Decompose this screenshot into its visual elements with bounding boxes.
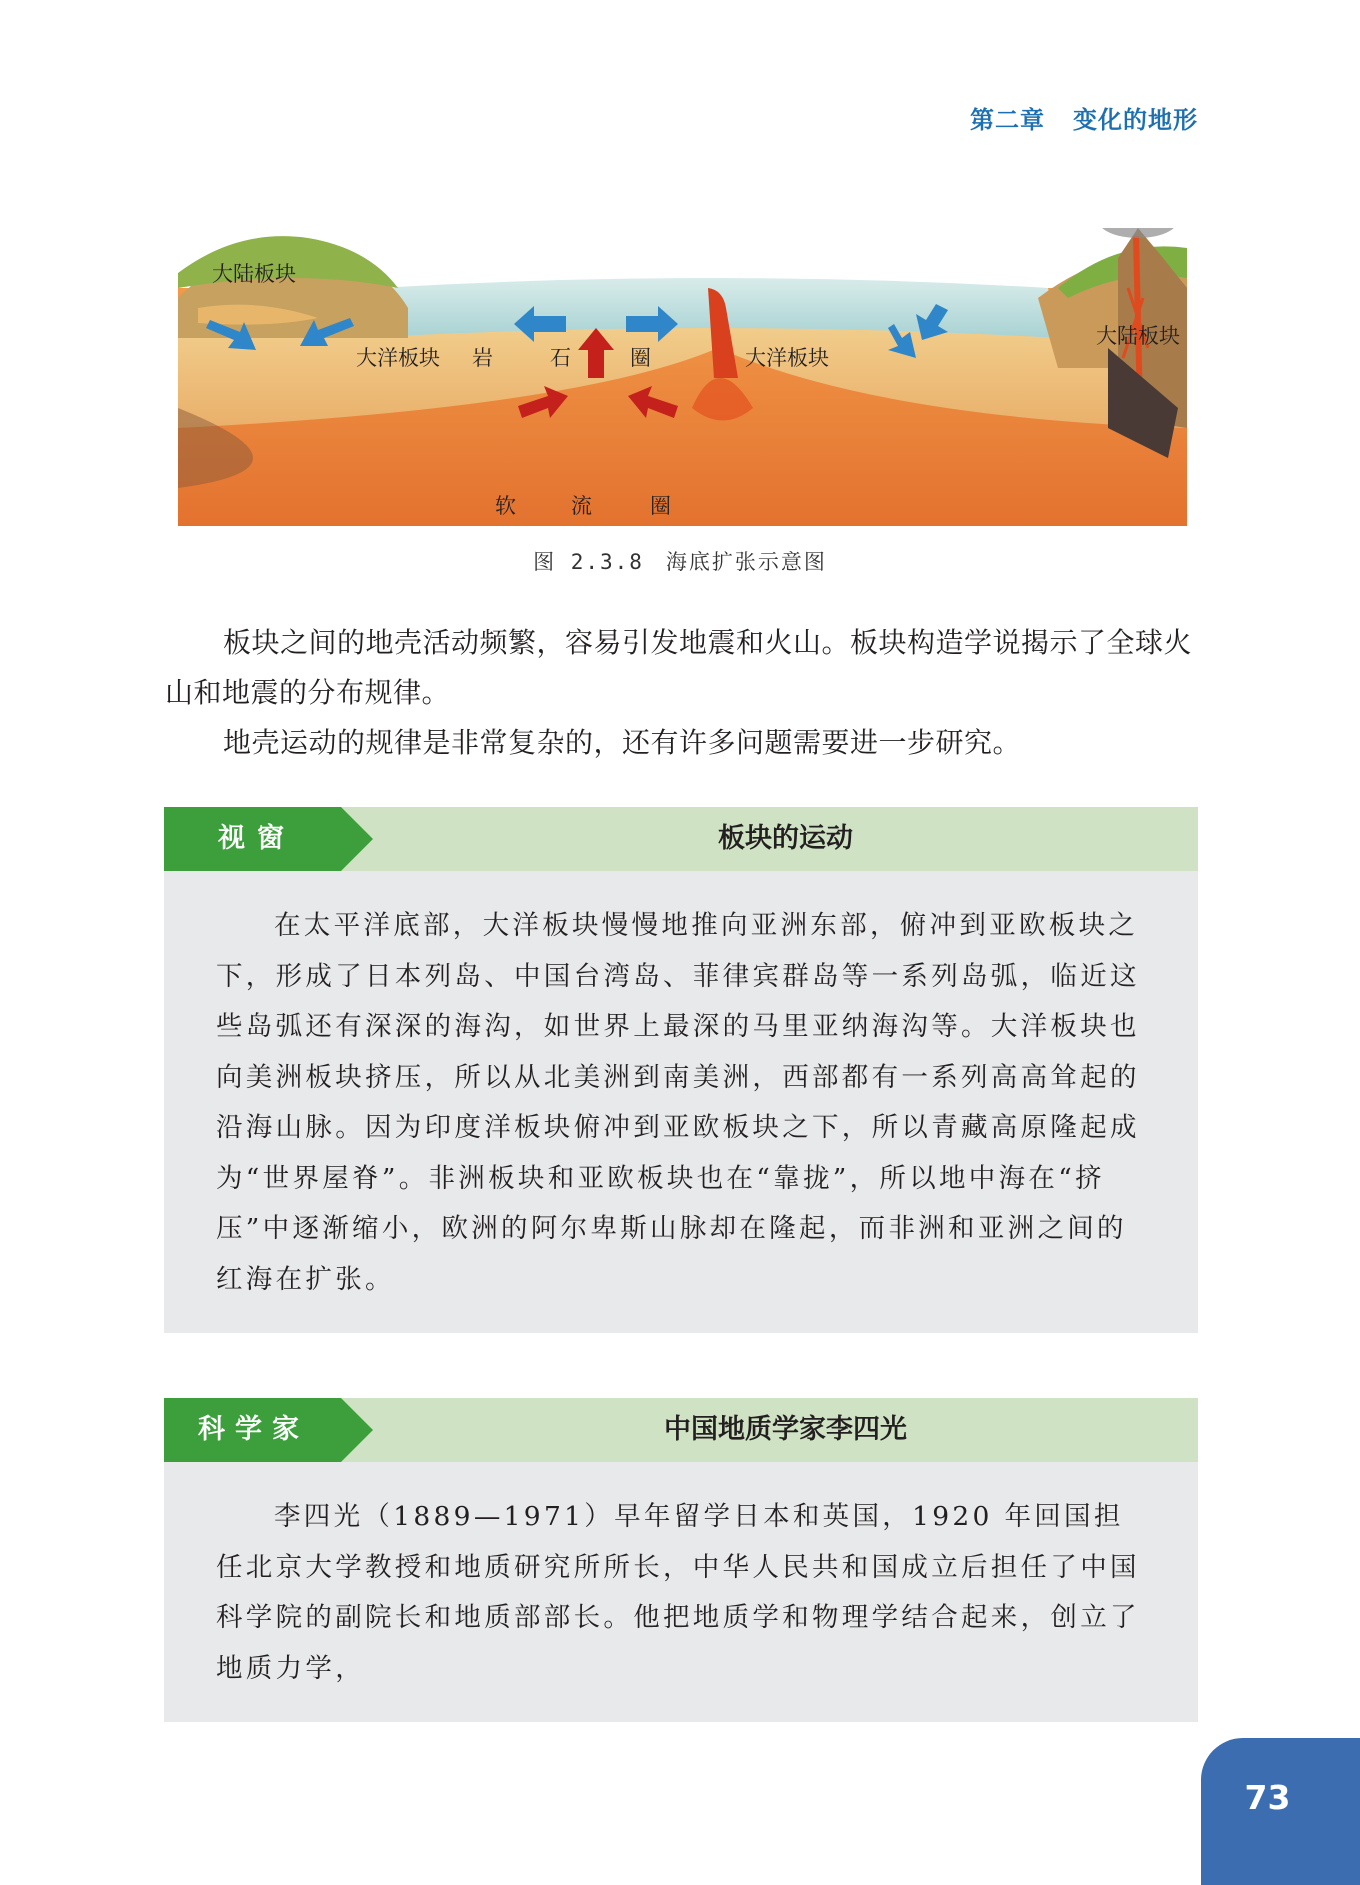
figure-caption <box>0 546 1360 576</box>
tag-arrow-shape <box>341 1398 373 1462</box>
scientist-body-text: 李四光（1889—1971）早年留学日本和英国，1920 年回国担任北京大学教授和地质研究所所长，中华人民共和国成立后担任了中国科学院的副院长和地质部部长。他把地质学和物理学结合起来，创立了地质力学， <box>216 1501 1140 1684</box>
chapter-header <box>970 100 1198 135</box>
window-title: 板块的运动 <box>718 823 853 854</box>
info-box-window-header <box>164 807 1198 871</box>
info-box-window <box>164 807 1198 1333</box>
figure-caption-text: 海底扩张示意图 <box>665 550 827 574</box>
figure-caption-number: 图 2.3.8 <box>533 550 644 574</box>
chapter-number: 第二章 <box>970 106 1045 134</box>
oceanic-plate-left-label: 大洋板块 <box>356 346 440 370</box>
seafloor-spreading-diagram <box>178 228 1187 526</box>
chapter-title: 变化的地形 <box>1073 106 1198 134</box>
info-box-scientist-header <box>164 1398 1198 1462</box>
asthenosphere-label-1: 软 <box>495 494 516 518</box>
paragraph-2: 地壳运动的规律是非常复杂的，还有许多问题需要进一步研究。 <box>223 726 1022 759</box>
paragraph-1: 板块之间的地壳活动频繁，容易引发地震和火山。板块构造学说揭示了全球火山和地震的分布规律。 <box>165 626 1193 709</box>
info-box-scientist <box>164 1398 1198 1722</box>
asthenosphere-label-2: 流 <box>571 494 592 518</box>
info-box-scientist-body <box>164 1462 1198 1722</box>
scientist-tag: 科学家 <box>164 1398 341 1462</box>
page-number: 73 <box>1201 1738 1360 1885</box>
lithosphere-label-1: 岩 <box>472 346 493 370</box>
scientist-title: 中国地质学家李四光 <box>664 1414 907 1445</box>
body-text <box>165 618 1197 768</box>
window-tag: 视窗 <box>164 807 341 871</box>
window-body-text: 在太平洋底部，大洋板块慢慢地推向亚洲东部，俯冲到亚欧板块之下，形成了日本列岛、中国台湾岛、菲律宾群岛等一系列岛弧，临近这些岛弧还有深深的海沟，如世界上最深的马里亚纳海沟等。大洋板块也向美洲板块挤压，所以从北美洲到南美洲，西部都有一系列高高耸起的沿海山脉。因为印度洋板块俯冲到亚欧板块之下，所以青藏高原隆起成为“世界屋脊”。非洲板块和亚欧板块也在“靠拢”，所以地中海在“挤压”中逐渐缩小，欧洲的阿尔卑斯山脉却在隆起，而非洲和亚洲之间的红海在扩张。 <box>216 910 1140 1295</box>
continental-plate-left-label: 大陆板块 <box>212 262 296 286</box>
diagram-illustration <box>178 228 1187 526</box>
info-box-window-body <box>164 871 1198 1333</box>
lithosphere-label-3: 圈 <box>630 346 651 370</box>
asthenosphere-label-3: 圈 <box>650 494 671 518</box>
lithosphere-label-2: 石 <box>550 346 571 370</box>
continental-plate-right-label: 大陆板块 <box>1096 324 1180 348</box>
oceanic-plate-right-label: 大洋板块 <box>745 346 829 370</box>
tag-arrow-shape <box>341 807 373 871</box>
